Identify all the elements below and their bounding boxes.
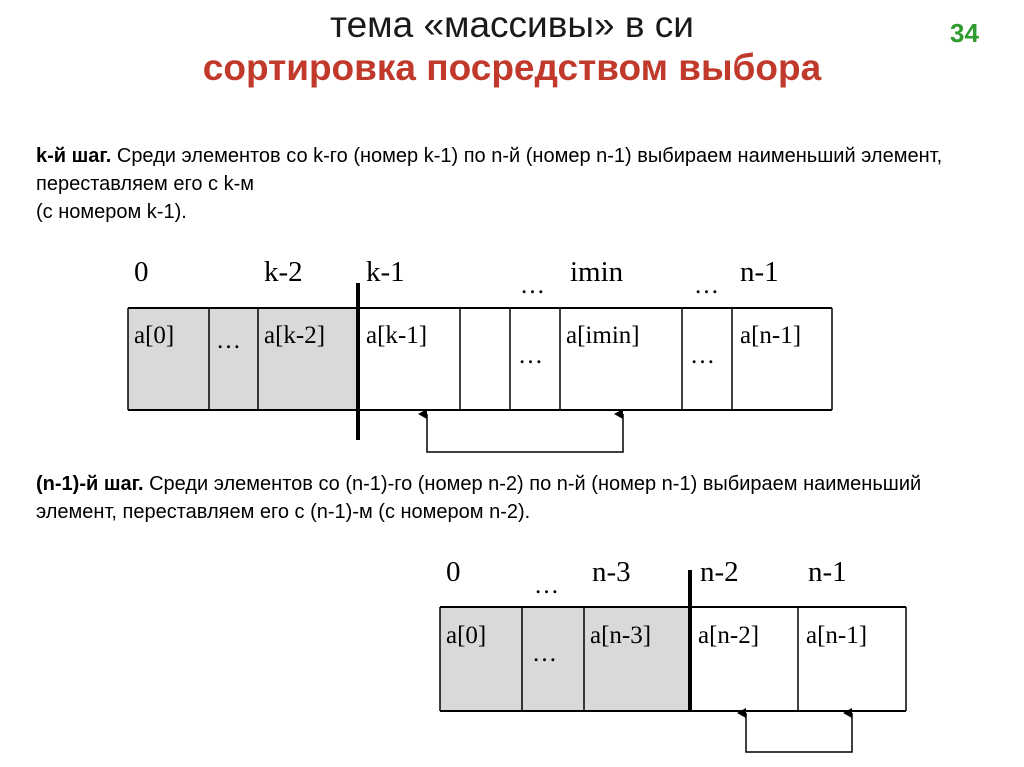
index2-label-n-2: n-2	[700, 556, 739, 588]
step-n1-text: Среди элементов со (n-1)-го (номер n-2) по n-й (номер n-1) выбираем наименьший элемент, переставляем его с (n-1)-м (с номером n-2).	[36, 473, 922, 523]
cell-a0: a[0]	[134, 322, 175, 349]
index-dots-1: …	[520, 272, 548, 299]
index2-label-n-1: n-1	[808, 556, 847, 588]
step-k-text-end: (с номером k-1).	[36, 201, 187, 223]
swap-arrows-1	[427, 414, 623, 452]
array-diagram-1	[128, 283, 832, 452]
array-diagram-2	[440, 570, 906, 752]
index2-dots: …	[534, 572, 562, 599]
index-label-k-2: k-2	[264, 256, 303, 288]
page-number: 34	[950, 18, 979, 48]
index-dots-2: …	[694, 272, 722, 299]
cell-a-k-2: a[k-2]	[264, 322, 326, 349]
cell2-a-n-3: a[n-3]	[590, 622, 652, 649]
slide-title-topic: тема «массивы» в си	[330, 4, 694, 45]
index2-label-n-3: n-3	[592, 556, 631, 588]
cell-dots-2: …	[518, 342, 546, 369]
index-label-imin: imin	[570, 256, 624, 288]
cell2-dots: …	[532, 640, 560, 667]
step-k-label: k-й шаг.	[36, 145, 112, 167]
index-label-0: 0	[134, 256, 149, 288]
slide-title-main: сортировка посредством выбора	[202, 47, 822, 88]
index2-label-0: 0	[446, 556, 461, 588]
step-k-text: Среди элементов со k-го (номер k-1) по n-й (номер n-1) выбираем наименьший элемент, переставляем его с k-м	[36, 145, 943, 195]
cell2-a0: a[0]	[446, 622, 487, 649]
index-label-k-1: k-1	[366, 256, 405, 288]
cell-a-n-1: a[n-1]	[740, 322, 802, 349]
swap-arrows-2	[746, 713, 852, 752]
cell2-a-n-2: a[n-2]	[698, 622, 760, 649]
step-n1-label: (n-1)-й шаг.	[36, 473, 144, 495]
index-label-n-1: n-1	[740, 256, 779, 288]
cell-a-imin: a[imin]	[566, 322, 640, 349]
cell-a-k-1: a[k-1]	[366, 322, 428, 349]
cell-dots-3: …	[690, 342, 718, 369]
cell-dots-1: …	[216, 327, 244, 354]
cell2-a-n-1: a[n-1]	[806, 622, 868, 649]
